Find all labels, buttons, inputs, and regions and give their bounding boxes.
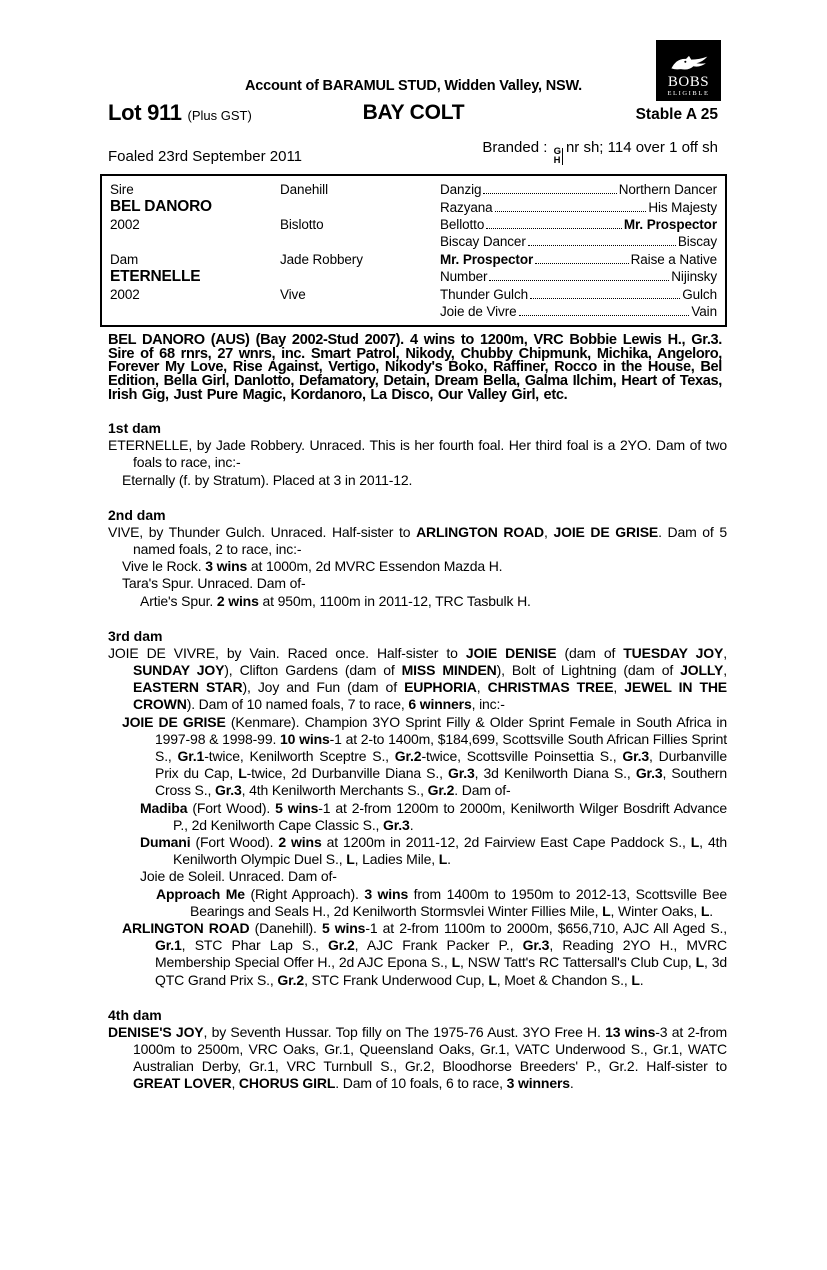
pedigree-gen3-cell: Number Nijinsky [440,269,717,285]
pedigree-text-line: VIVE, by Thunder Gulch. Unraced. Half-sister to ARLINGTON ROAD, JOIE DE GRISE. Dam of 5 named foals, 2 to race, inc:- [108,523,727,557]
pedigree-gen1-cell: 2002 [110,216,140,232]
section-body [100,524,727,610]
brand-letter-bottom: H [553,154,561,166]
dot-leader [489,280,669,281]
pedigree-gen1-cell: ETERNELLE [110,267,201,285]
pedigree-text-line: JOIE DE GRISE (Kenmare). Champion 3YO Sprint Filly & Older Sprint Female in South Africa in 1997-98 & 1998-99. 10 wins-1 at 2-to 1400m, $184,699, Scottsville South African Fillies Sprint S., Gr.1-twice, Kenilworth Sceptre S., Gr.2-twice, Scottsville Poinsettia S., Gr.3, Durbanville Prix du Cap, L-twice, 2d Durbanville Diana S., Gr.3, 3d Kenilworth Diana S., Gr.3, Southern Cross S., Gr.3, 4th Kenilworth Merchants S., Gr.2. Dam of- [122,713,728,799]
section-body [100,437,727,489]
dam-section-2 [100,507,727,610]
pedigree-gen3-cell: Mr. Prospector Raise a Native [440,251,717,267]
dot-leader [495,211,647,212]
pedigree-gen3-cell: Joie de Vivre Vain [440,303,717,319]
lot-number: Lot 911 (Plus GST) [108,100,252,125]
pedigree-gen2-cell: Danehill [280,182,328,198]
pedigree-row [110,268,717,285]
pedigree-gen3-cell: Biscay Dancer Biscay [440,234,717,250]
pedigree-text-line: Approach Me (Right Approach). 3 wins from 1400m to 1950m to 2012-13, Scottsville Bee Bearings and Seals H., 2d Kenilworth Stormsvlei Winter Fillies Mile, L, Winter Oaks, L. [156,885,727,919]
foaled-row [100,139,727,165]
pedigree-gen2-cell: Jade Robbery [280,251,363,267]
pedigree-gen2-cell: Bislotto [280,216,324,232]
dot-leader [483,193,616,194]
pedigree-text-line: DENISE'S JOY, by Seventh Hussar. Top filly on The 1975-76 Aust. 3YO Free H. 13 wins-3 at 2-from 1000m to 2500m, VRC Oaks, Gr.1, Queensland Oaks, Gr.1, VATC Underwood S., Gr.1, WATC Australian Derby, Gr.1, VRC Turnbull S., Gr.2, Bloodhorse Breeders' P., Gr.2. Half-sister to GREAT LOVER, CHORUS GIRL. Dam of 10 foals, 6 to race, 3 winners. [108,1023,727,1092]
gst-note: (Plus GST) [187,108,252,123]
lot-header-row [100,94,727,127]
pedigree-row [110,251,717,268]
dot-leader [528,245,676,246]
dot-leader [486,228,622,229]
pedigree-text-line: JOIE DE VIVRE, by Vain. Raced once. Half-sister to JOIE DENISE (dam of TUESDAY JOY, SUNDAY JOY), Clifton Gardens (dam of MISS MINDEN), Bolt of Lightning (dam of JOLLY, EASTERN STAR), Joy and Fun (dam of EUPHORIA, CHRISTMAS TREE, JEWEL IN THE CROWN). Dam of 10 named foals, 7 to race, 6 winners, inc:- [108,644,727,713]
page-content [100,0,727,1093]
dot-leader [530,298,680,299]
section-body [100,645,727,989]
pedigree-gen3-cell: Danzig Northern Dancer [440,182,717,198]
pedigree-row [110,233,717,250]
sex-title: BAY COLT [362,101,465,124]
pedigree-text-line: Joie de Soleil. Unraced. Dam of- [140,868,337,885]
pedigree-gen1-cell: Sire [110,182,134,198]
pedigree-row [110,181,717,198]
dot-leader [519,315,690,316]
section-heading-4th-dam: 4th dam [108,1006,162,1023]
pedigree-text-line: ARLINGTON ROAD (Danehill). 5 wins-1 at 2-from 1100m to 2000m, $656,710, AJC All Aged S., Gr.1, STC Phar Lap S., Gr.2, AJC Frank Packer P., Gr.3, Reading 2YO H., MVRC Membership Special Offer H., 2d AJC Epona S., L, NSW Tatt's RC Tattersall's Club Cup, L, 3d QTC Grand Prix S., Gr.2, STC Frank Underwood Cup, L, Moet & Chandon S., L. [122,919,727,988]
bobs-logo-title: BOBS [667,74,710,90]
dam-section-1 [100,420,727,489]
pedigree-gen3-cell: Bellotto Mr. Prospector [440,216,717,232]
section-body [100,1024,727,1093]
section-heading-1st-dam: 1st dam [108,420,161,437]
pedigree-table [100,174,727,327]
pedigree-gen1-cell: BEL DANORO [110,198,212,216]
pedigree-row [110,216,717,233]
pedigree-gen1-cell: Dam [110,251,139,267]
bobs-logo-subtitle: ELIGIBLE [667,90,710,97]
foaled-date: Foaled 23rd September 2011 [108,148,303,165]
pedigree-text-line: Madiba (Fort Wood). 5 wins-1 at 2-from 1200m to 2000m, Kenilworth Wilger Bosdrift Advance P., 2d Kenilworth Cape Classic S., Gr.3. [140,799,727,833]
pedigree-text-line: Artie's Spur. 2 wins at 950m, 1100m in 2011-12, TRC Tasbulk H. [140,592,531,609]
pedigree-gen3-cell: Thunder Gulch Gulch [440,286,717,302]
sire-description: BEL DANORO (AUS) (Bay 2002-Stud 2007). 4 wins to 1200m, VRC Bobbie Lewis H., Gr.3. Sire of 68 rnrs, 27 wnrs, inc. Smart Patrol, Nikody, Chubby Chipmunk, Michika, Angeloro, Forever My Love, Rise Against, Vertigo, Nikody's Boko, Raffiner, Rocco in the House, Bel Edition, Bella Girl, Danlotto, Defamatory, Detain, Dream Bella, Galma Ilchim, Heart of Texas, Irish Gig, Just Pure Magic, Kordanoro, La Disco, Our Valley Girl, etc. [108,332,722,403]
pedigree-row [110,303,717,320]
pedigree-gen3-cell: Razyana His Majesty [440,199,717,215]
pedigree-text-line: Dumani (Fort Wood). 2 wins at 1200m in 2011-12, 2d Fairview East Cape Paddock S., L, 4th Kenilworth Olympic Duel S., L, Ladies Mile, L. [140,833,727,868]
pedigree-text-line: ETERNELLE, by Jade Robbery. Unraced. This is her fourth foal. Her third foal is a 2YO. Dam of two foals to race, inc:- [108,437,727,471]
brand-mark [554,148,563,165]
pedigree-text-line: Tara's Spur. Unraced. Dam of- [122,575,306,592]
stable-number: Stable A 25 [635,106,718,123]
pedigree-text-line: Vive le Rock. 3 wins at 1000m, 2d MVRC Essendon Mazda H. [122,558,503,575]
brand-letter-top: G [553,146,561,157]
pedigree-row [110,198,717,215]
dam-section-3 [100,628,727,989]
section-heading-3rd-dam: 3rd dam [108,627,163,644]
dot-leader [535,263,628,264]
pedigree-gen2-cell: Vive [280,286,306,302]
account-line: Account of BARAMUL STUD, Widden Valley, NSW. [245,78,582,94]
pedigree-gen1-cell: 2002 [110,286,140,302]
branded-info: Branded : G H nr sh; 114 over 1 off sh [482,139,718,166]
pedigree-row [110,285,717,302]
pedigree-text-line: Eternally (f. by Stratum). Placed at 3 in 2011-12. [122,471,413,488]
dam-section-4 [100,1007,727,1093]
section-heading-2nd-dam: 2nd dam [108,506,166,523]
